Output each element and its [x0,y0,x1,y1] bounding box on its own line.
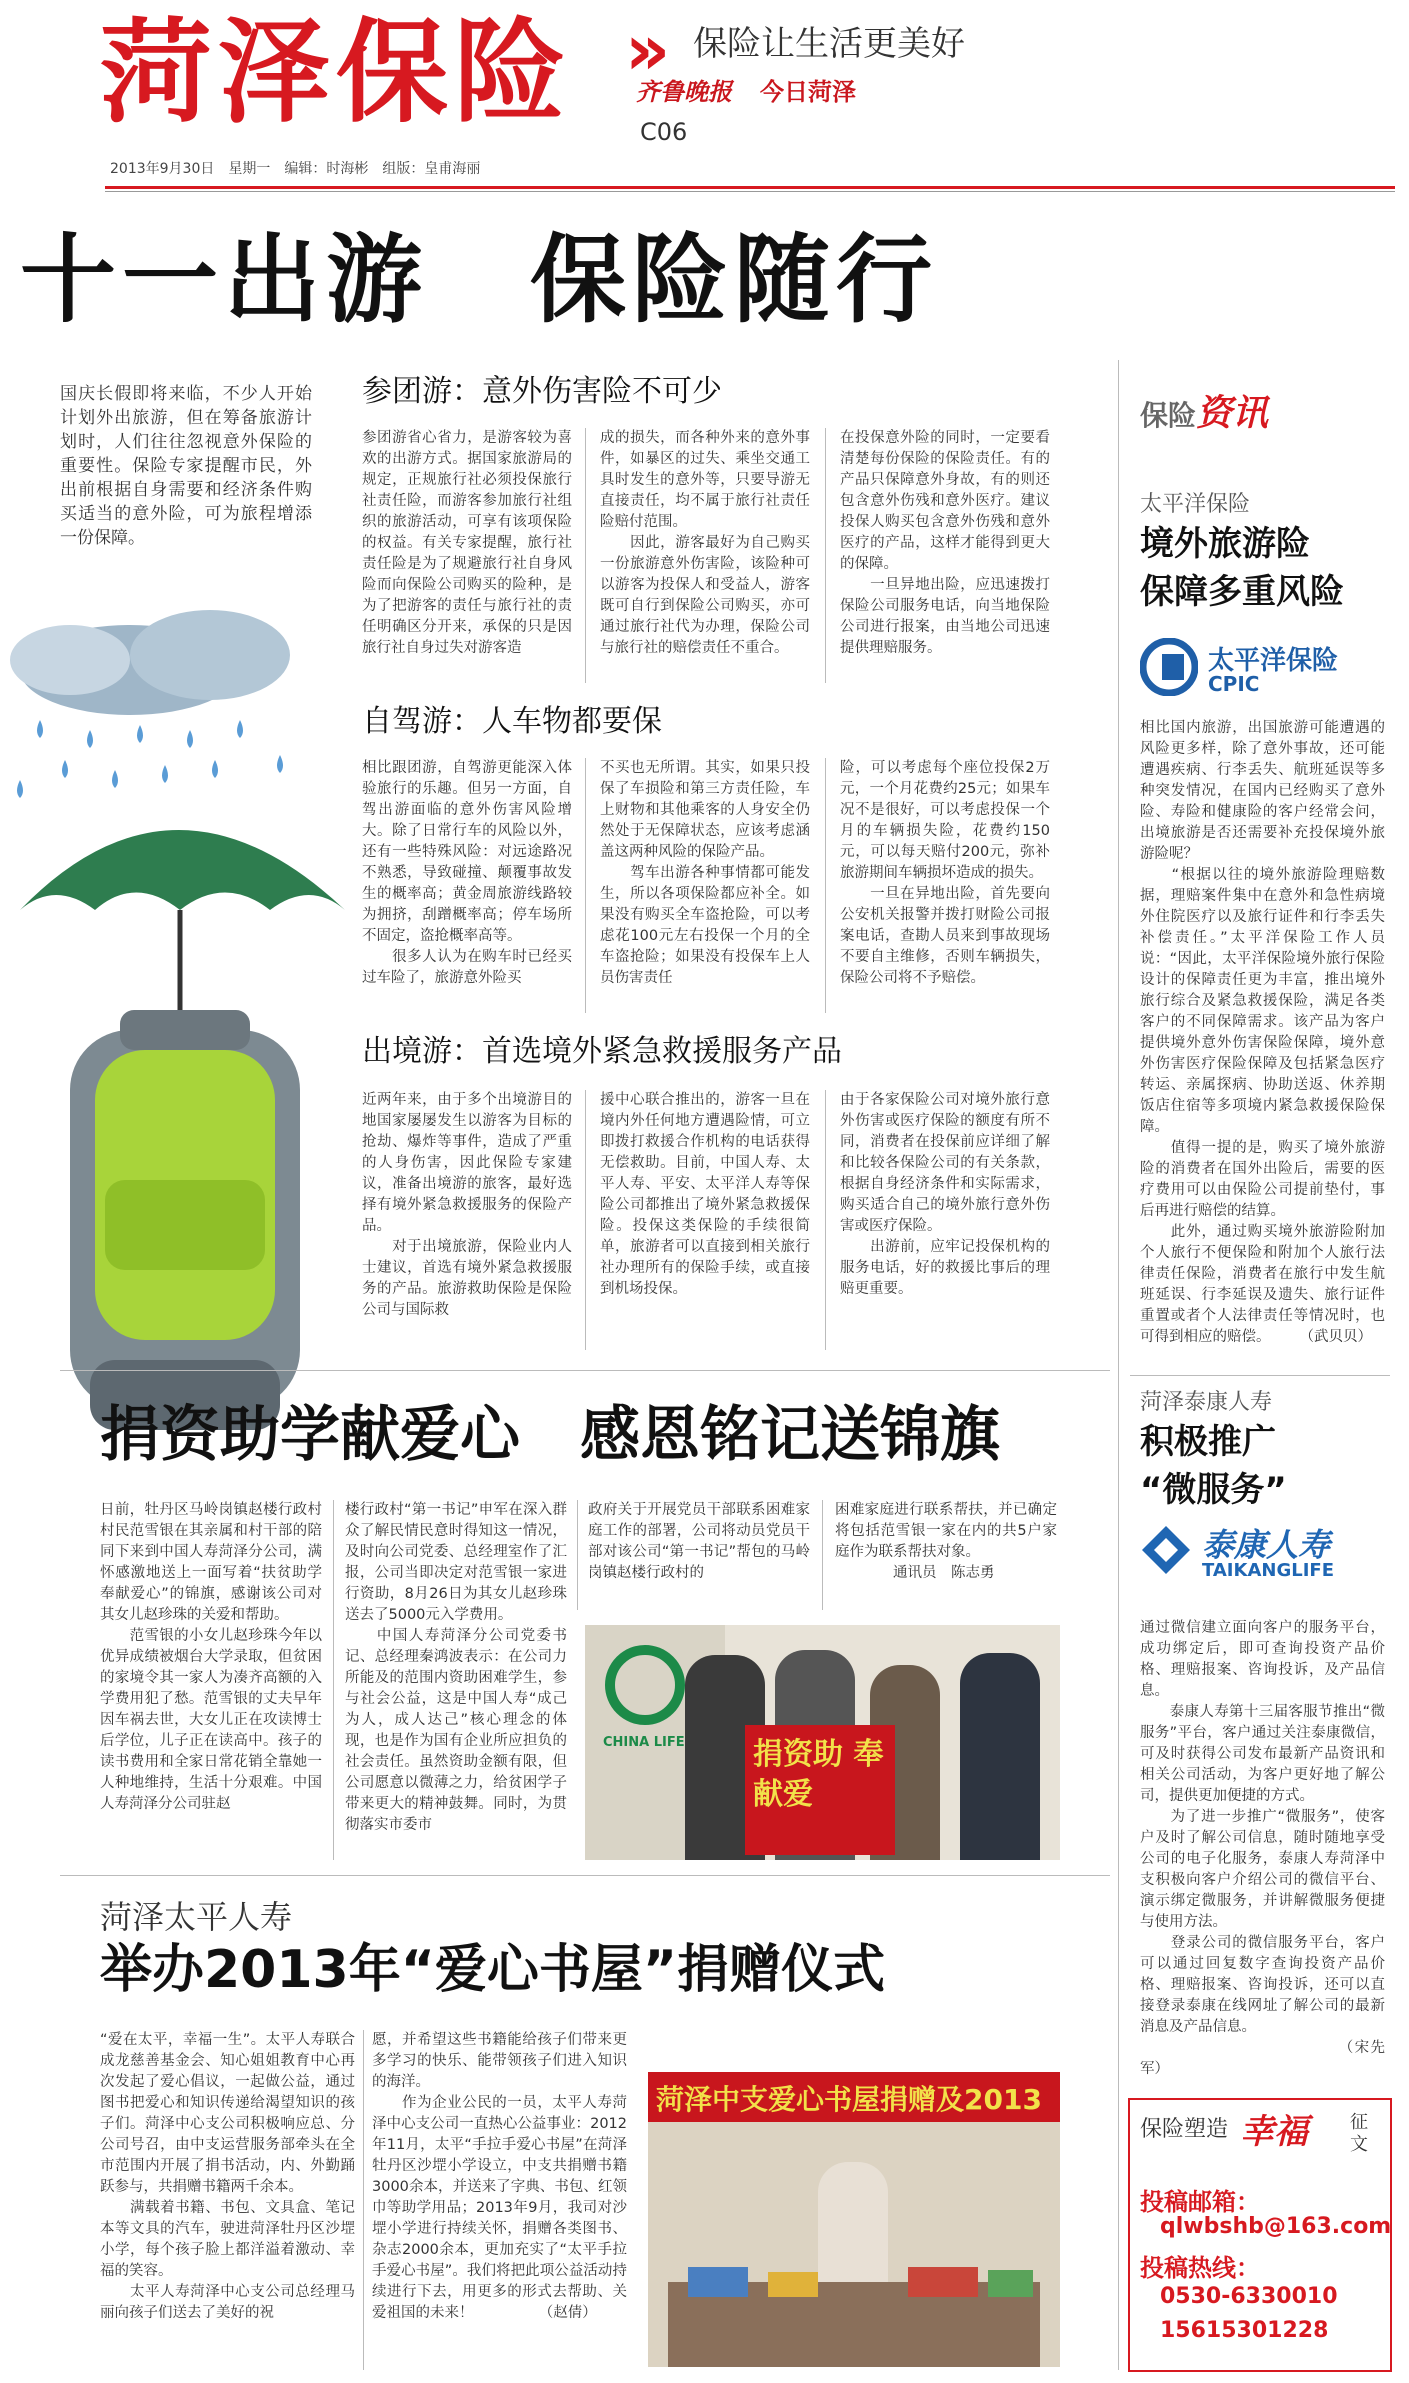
book-stack [908,2267,978,2297]
story2-headline: 捐资助学献爱心 感恩铭记送锦旗 [100,1400,1000,1470]
taikang-logo-en: TAIKANGLIFE [1202,1560,1334,1581]
story3-column1: “爱在太平，幸福一生”。太平人寿联合成龙慈善基金会、知心姐姐教育中心再次发起了爱心倡议，一起做公益，通过图书把爱心和知识传递给渴望知识的孩子们。菏泽中心支公司积极响应总、分公司号召，由中支运营服务部牵头在全市范围内开展了捐书活动，内、外勤踊跃参与，共捐赠书籍两千余本。 满载着书籍、书包、文具盒、笔记本等文具的汽车，驶进菏泽牡丹区沙堽小学，每个孩子脸上都洋溢着激动、幸福的笑容。 太平人寿菏泽中心支公司总经理马丽向孩子们送去了美好的祝 [100,2032,355,2321]
silk-banner [745,1725,895,1855]
contest-label-a: 保险塑造 [1140,2117,1229,2142]
section3-column1: 近两年来，由于多个出境游目的地国家屡屡发生以游客为目标的抢劫、爆炸等事件，造成了严重的人身伤害，因此保险专家建议，准备出境游的旅客，最好选择有境外紧急救援服务的保险产品。 对于出境旅游，保险业内人士建议，首选有境外紧急救援服务的产品。旅游救助保险是保险公司与国际救 [362,1092,572,1318]
sidebar-company-taikang: 菏泽泰康人寿 [1140,1390,1273,1415]
person-figure [960,1653,1040,1860]
section1-column1: 参团游省心省力，是游客较为喜欢的出游方式。据国家旅游局的规定，正规旅行社必须投保旅行社责任险，而游客参加旅行社组织的旅游活动，可享有该项保险的权益。有关专家提醒，旅行社责任险是为了规避旅行社自身风险而向保险公司购买的险种，是为了把游客的责任与旅行社的责任明确区分开来，承保的只是因旅行社自身过失对游客造 [362,430,572,656]
contest-label-c: 征文 [1350,2112,1368,2155]
main-headline: 十一出游 保险随行 [20,224,938,336]
section-separator [60,1875,1110,1876]
sidebar-header [1140,385,1268,436]
story3-headline: 举办2013年“爱心书屋”捐赠仪式 [100,1940,886,2000]
paper-name-heze: 今日菏泽 [760,78,856,106]
cpic-logo [1140,638,1400,698]
paper-name-qilu: 齐鲁晚报 [636,78,732,106]
story3-company: 菏泽太平人寿 [100,1898,293,1936]
column-divider [585,1090,586,1350]
donation-banner [648,2072,1060,2122]
main-intro: 国庆长假即将来临，不少人开始计划外出旅游，但在筹备旅游计划时，人们往往忽视意外保险的重要性。保险专家提醒市民，外出前根据自身需要和经济条件购买适当的意外险，可为旅程增添一份保障。 [60,384,312,548]
cpic-logo-en: CPIC [1208,672,1260,696]
section-heading-outbound: 出境游：首选境外紧急救援服务产品 [362,1034,842,1069]
sidebar-title-cpic: 境外旅游险 保障多重风险 [1140,524,1344,612]
masthead-slogan: 保险让生活更美好 [693,24,965,64]
silk-banner-text: 捐资助 奉献爱 [753,1737,884,1812]
masthead-title: 菏泽保险 [100,8,572,138]
taikang-logo-text: 泰康人寿 [1202,1526,1331,1564]
story2-column1: 日前，牡丹区马岭岗镇赵楼行政村村民范雪银在其亲属和村干部的陪同下来到中国人寿菏泽分公司，满怀感激地送上一面写着“扶贫助学奉献爱心”的锦旗，感谢该公司对其女儿赵珍珠的关爱和帮助。 范雪银的小女儿赵珍珠今年以优异成绩被烟台大学录取，但贫困的家境令其一家人为凑齐高额的入学费用犯了愁。范雪银的丈夫早年因车祸去世，大女儿正在攻读博士后学位，儿子正在读高中。孩子的读书费用和全家日常花销全靠她一人种地维持，生活十分艰难。中国人寿菏泽分公司驻赵 [100,1502,322,1812]
masthead-arrow: » [625,9,671,91]
section2-column2: 不买也无所谓。其实，如果只投保了车损险和第三方责任险，车上财物和其他乘客的人身安全仍然处于无保障状态，应该考虑涵盖这两种风险的保险产品。 驾车出游各种事情都可能发生，所以各项保险都应补全。如果没有购买全车盗抢险，可以考虑花100元左右投保一个月的全车盗抢险；如果没有投保车上人员伤害责任 [600,760,810,986]
column-divider [825,428,826,683]
masthead-rule [105,186,1395,189]
book-stack [688,2267,748,2297]
contrib-phone-2: 15615301228 [1160,2318,1329,2343]
story2-column2: 楼行政村“第一书记”申军在深入群众了解民情民意时得知这一情况，及时向公司党委、总经理室作了汇报，公司当即决定对范雪银一家进行资助，8月26日为其女儿赵珍珠送去了5000元入学费用。 中国人寿菏泽分公司党委书记、总经理秦鸿波表示：在公司力所能及的范围内资助困难学生，参与社会公益，这是中国人寿“成己为人，成人达己”核心理念的体现，也是作为国有企业所应担负的社会责任。虽然资助金额有限，但公司愿意以微薄之力，给贫困学子带来更大的精神鼓舞。同时，为贯彻落实市委市 [345,1502,567,1833]
sidebar-separator [1130,1375,1390,1376]
page-number: C06 [640,118,688,146]
book-stack [768,2272,818,2297]
masthead-rule-thin [105,191,1395,192]
photo-banner-presentation [585,1625,1060,1860]
sidebar-title-taikang: 积极推广 “微服务” [1140,1422,1287,1510]
section-separator [60,1370,1110,1371]
contest-label-b: 幸福 [1240,2112,1308,2152]
section-heading-group-tour: 参团游：意外伤害险不可少 [362,374,722,409]
story3-column2: 愿，并希望这些书籍能给孩子们带来更多学习的快乐、能带领孩子们进入知识的海洋。 作为企业公民的一员，太平人寿菏泽中心支公司一直热心公益事业：2012年11月，太平“手拉手爱心书屋”在菏泽牡丹区沙堽小学设立，中支共捐赠书籍3000余本，并送来了字典、书包、红领巾等助学用品；2013年9月，我司对沙堽小学进行持续关怀，捐赠各类图书、杂志2000余本，更加充实了“太平手拉手爱心书屋”。我们将把此项公益活动持续进行下去，用更多的形式去帮助、关爱祖国的未来！ （赵倩） [372,2032,627,2321]
contrib-email[interactable]: qlwbshb@163.com [1160,2214,1392,2239]
book-stack [988,2270,1033,2297]
taikang-logo-icon [1140,1524,1192,1576]
sidebar-company-cpic: 太平洋保险 [1140,492,1251,517]
story2-column4: 困难家庭进行联系帮扶，并已确定将包括范雪银一家在内的共5户家庭作为联系帮扶对象。 通讯员 陈志勇 [835,1502,1057,1581]
china-life-logo-text: CHINA LIFE [603,1735,685,1750]
taikang-logo [1140,1520,1400,1590]
donation-banner-text: 菏泽中支爱心书屋捐赠及2013 [656,2083,1042,2116]
china-life-logo-icon [605,1645,685,1725]
sidebar-taikang-body: 通过微信建立面向客户的服务平台，成功绑定后，即可查询投资产品价格、理赔报案、咨询投诉，及产品信息。 泰康人寿第十三届客服节推出“微服务”平台，客户通过关注泰康微信，可及时获得公司发布最新产品资讯和相关公司活动，为客户更好地了解公司，提供更加便捷的方式。 为了进一步推广“微服务”，使客户及时了解公司信息，随时随地享受公司的电子化服务，泰康人寿菏泽中支积极向客户介绍公司的微信平台、演示绑定微服务，并讲解微服务便捷与使用方法。 登录公司的微信服务平台，客户可以通过回复数字查询投资产品价格、理赔报案、咨询投诉，还可以直接登录泰康在线网址了解公司的最新消息及产品信息。 （宋先军） [1140,1620,1385,2077]
cpic-logo-text: 太平洋保险 [1208,646,1339,676]
section3-column2: 援中心联合推出的，游客一旦在境内外任何地方遭遇险情，可立即拨打救援合作机构的电话获得无偿救助。目前，中国人寿、太平人寿、平安、太平洋人寿等保险公司都推出了境外紧急救援保险。投保这类保险的手续很简单，旅游者可以直接到相关旅行社办理所有的保险手续，或直接到机场投保。 [600,1092,810,1297]
column-divider [333,1500,334,1860]
contrib-email-label: 投稿邮箱： [1140,2188,1260,2216]
column-divider [577,1500,578,1610]
sidebar-header-a: 保险 [1140,399,1197,432]
column-divider [585,428,586,683]
column-divider [363,2030,364,2370]
column-divider [825,1090,826,1350]
cpic-logo-icon [1140,638,1198,696]
section2-column1: 相比跟团游，自驾游更能深入体验旅行的乐趣。但另一方面，自驾出游面临的意外伤害风险增大。除了日常行车的风险以外，还有一些特殊风险：对远途路况不熟悉，导致碰撞、颠覆事故发生的概率高；黄金周旅游线路较为拥挤，刮蹭概率高；停车场所不固定，盗抢概率高等。 很多人认为在购车时已经买过车险了，旅游意外险买 [362,760,572,986]
section3-column3: 由于各家保险公司对境外旅行意外伤害或医疗保险的额度有所不同，消费者在投保前应详细了解和比较各保险公司的有关条款，根据自身经济条件和实际需求，购买适合自己的境外旅行意外伤害或医疗保险。 出游前，应牢记投保机构的服务电话，好的救援比事后的理赔更重要。 [840,1092,1050,1297]
photo-book-donation [648,2072,1060,2367]
sidebar-cpic-body: 相比国内旅游，出国旅游可能遭遇的风险更多样，除了意外事故，还可能遭遇疾病、行李丢失、航班延误等多种突发情况，在国内已经购买了意外险、寿险和健康险的客户经常会问，出境旅游是否还需要补充投保境外旅游险呢？ “根据以往的境外旅游险理赔数据，理赔案件集中在意外和急性病境外住院医疗以及旅行证件和行李丢失补偿责任。”太平洋保险工作人员说：“因此，太平洋保险境外旅行保险设计的保障责任更为丰富，推出境外旅行综合及紧急救援保险，满足各类客户的不同保障需求。该产品为客户提供境外意外伤害保险保障，境外意外伤害医疗保险保障及包括紧急医疗转运、亲属探病、协助送返、休养期饭店住宿等多项境内紧急救援保险保障。 值得一提的是，购买了境外旅游险的消费者在国外出险后，需要的医疗费用可以由保险公司提前垫付，事后再进行赔偿的结算。 此外，通过购买境外旅游险附加个人旅行不便保险和附加个人旅行法律责任保险，消费者在旅行中发生航班延误、行李延误及遗失、旅行证件重置或者个人法律责任等情况时，也可得到相应的赔偿。 （武贝贝） [1140,720,1385,1345]
section1-column2: 成的损失，而各种外来的意外事件，如暴区的过失、乘坐交通工具时发生的意外等，只要导游无直接责任，均不属于旅行社责任险赔付范围。 因此，游客最好为自己购买一份旅游意外伤害险，该险种可以游客为投保人和受益人，游客既可自行到保险公司购买，亦可通过旅行社代为办理，保险公司与旅行社的赔偿责任不重合。 [600,430,810,656]
section2-column3: 险，可以考虑每个座位投保2万元，一个月花费约25元；如果车况不是很好，可以考虑投保一个月的车辆损失险，花费约150元，可以每天赔付200元，弥补旅游期间车辆损坏造成的损失。 一旦在异地出险，首先要向公安机关报警并拨打财险公司报案电话，查勘人员来到事故现场不要自主维修，否则车辆损失，保险公司将不予赔偿。 [840,760,1050,986]
section-heading-self-drive: 自驾游：人车物都要保 [362,704,662,739]
column-divider [585,758,586,1013]
dateline: 2013年9月30日 星期一 编辑：时海彬 组版：皇甫海丽 [110,161,481,177]
sidebar-header-b: 资讯 [1196,393,1269,434]
column-divider [822,1500,823,1610]
contribution-box [1128,2098,1392,2372]
contrib-phone-label: 投稿热线： [1140,2254,1260,2282]
section1-column3: 在投保意外险的同时，一定要看清楚每份保险的保险责任。有的产品只保障意外身故，有的则还包含意外伤残和意外医疗。建议投保人购买包含意外伤残和意外医疗的产品，这样才能得到更大的保障。 一旦异地出险，应迅速拨打保险公司服务电话，向当地保险公司进行报案，由当地公司迅速提供理赔服务。 [840,430,1050,656]
column-divider [825,758,826,1013]
contrib-phone-1: 0530-6330010 [1160,2284,1338,2309]
sidebar-divider [1118,360,1119,2370]
umbrella-backpack-illustration [0,580,360,1480]
story2-column3: 政府关于开展党员干部联系困难家庭工作的部署，公司将动员党员干部对该公司“第一书记”帮包的马岭岗镇赵楼行政村的 [588,1502,810,1581]
